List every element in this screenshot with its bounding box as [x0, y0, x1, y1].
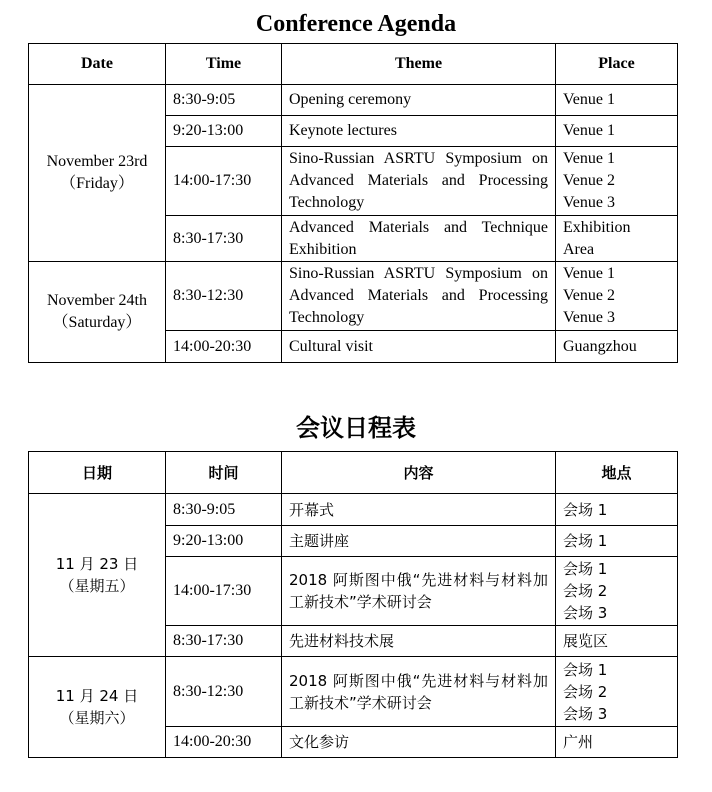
date-text: 11 月 23 日 [55, 555, 139, 573]
place-line: Venue 2 [563, 287, 615, 304]
place-line: Venue 1 [563, 265, 615, 282]
table-row [29, 657, 678, 727]
place-cell [556, 262, 678, 331]
theme-cell: Opening ceremony [282, 85, 556, 116]
time-cell: 8:30-9:05 [166, 85, 282, 116]
place-line: Area [563, 240, 595, 258]
time-cell: 14:00-20:30 [166, 727, 282, 758]
time-cell: 8:30-9:05 [166, 494, 282, 526]
header-row [29, 44, 678, 85]
time-cell: 14:00-20:30 [166, 331, 282, 363]
date-text: November 24th [47, 292, 147, 309]
theme-cell: Keynote lectures [282, 116, 556, 147]
date-cell [29, 85, 166, 262]
theme-header: Theme [282, 44, 556, 85]
theme-cell: Sino-Russian ASRTU Symposium on Advanced Materials and Processing Technology [282, 262, 556, 331]
place-cell [556, 494, 678, 526]
place-line: 展览区 [563, 632, 609, 650]
theme-cell: 文化参访 [282, 727, 556, 758]
place-line: 会场 1 [563, 500, 608, 519]
date-text: 11 月 24 日 [55, 687, 139, 705]
time-cell: 14:00-17:30 [166, 557, 282, 626]
place-cell [556, 116, 678, 147]
time-cell: 9:20-13:00 [166, 116, 282, 147]
english-agenda-table [28, 43, 678, 363]
date-header: 日期 [29, 452, 166, 494]
place-header: 地点 [556, 452, 678, 494]
time-cell: 8:30-17:30 [166, 626, 282, 657]
place-line: Venue 3 [563, 309, 615, 326]
theme-cell: 2018 阿斯图中俄“先进材料与材料加工新技术”学术研讨会 [282, 657, 556, 727]
place-cell [556, 216, 678, 262]
chinese-agenda-table [28, 451, 678, 758]
place-cell [556, 526, 678, 557]
date-cell [29, 262, 166, 363]
time-cell: 14:00-17:30 [166, 147, 282, 216]
place-cell [556, 727, 678, 758]
time-header: Time [166, 44, 282, 85]
place-line: Venue 1 [563, 91, 615, 108]
theme-header: 内容 [282, 452, 556, 494]
theme-cell: 先进材料技术展 [282, 626, 556, 657]
time-header: 时间 [166, 452, 282, 494]
theme-cell: 开幕式 [282, 494, 556, 526]
chinese-agenda-title: 会议日程表 [296, 414, 416, 442]
weekday-text: （Saturday） [52, 314, 142, 331]
place-line: 会场 2 [563, 682, 608, 701]
time-cell: 8:30-17:30 [166, 216, 282, 262]
place-line: 会场 1 [563, 660, 608, 679]
theme-cell: Advanced Materials and Technique Exhibition [282, 216, 556, 262]
place-cell [556, 331, 678, 363]
place-header: Place [556, 44, 678, 85]
place-line: 会场 1 [563, 560, 608, 578]
table-row [29, 85, 678, 116]
date-cell [29, 494, 166, 657]
place-line: Venue 1 [563, 122, 615, 139]
place-line: Venue 1 [563, 150, 615, 167]
theme-cell: 主题讲座 [282, 526, 556, 557]
weekday-text: （Friday） [60, 175, 134, 192]
place-line: Venue 2 [563, 172, 615, 189]
place-line: 会场 3 [563, 704, 608, 723]
theme-cell: Cultural visit [282, 331, 556, 363]
header-row [29, 452, 678, 494]
weekday-text: （星期五） [59, 577, 135, 595]
place-cell [556, 85, 678, 116]
place-cell [556, 147, 678, 216]
place-line: Exhibition [563, 218, 631, 236]
english-agenda-title: Conference Agenda [255, 11, 457, 37]
place-line: 会场 3 [563, 604, 608, 622]
place-line: Guangzhou [563, 337, 637, 355]
time-cell: 8:30-12:30 [166, 657, 282, 727]
theme-cell: 2018 阿斯图中俄“先进材料与材料加工新技术”学术研讨会 [282, 557, 556, 626]
place-line: 会场 1 [563, 532, 608, 550]
date-cell [29, 657, 166, 758]
place-line: Venue 3 [563, 194, 615, 211]
place-cell [556, 557, 678, 626]
date-text: November 23rd [46, 153, 148, 170]
theme-cell: Sino-Russian ASRTU Symposium on Advanced Materials and Processing Technology [282, 147, 556, 216]
place-line: 广州 [563, 733, 594, 751]
time-cell: 9:20-13:00 [166, 526, 282, 557]
weekday-text: （星期六） [59, 709, 135, 727]
time-cell: 8:30-12:30 [166, 262, 282, 331]
table-row [29, 494, 678, 526]
table-row [29, 262, 678, 331]
place-cell [556, 626, 678, 657]
date-header: Date [29, 44, 166, 85]
place-cell [556, 657, 678, 727]
place-line: 会场 2 [563, 582, 608, 600]
